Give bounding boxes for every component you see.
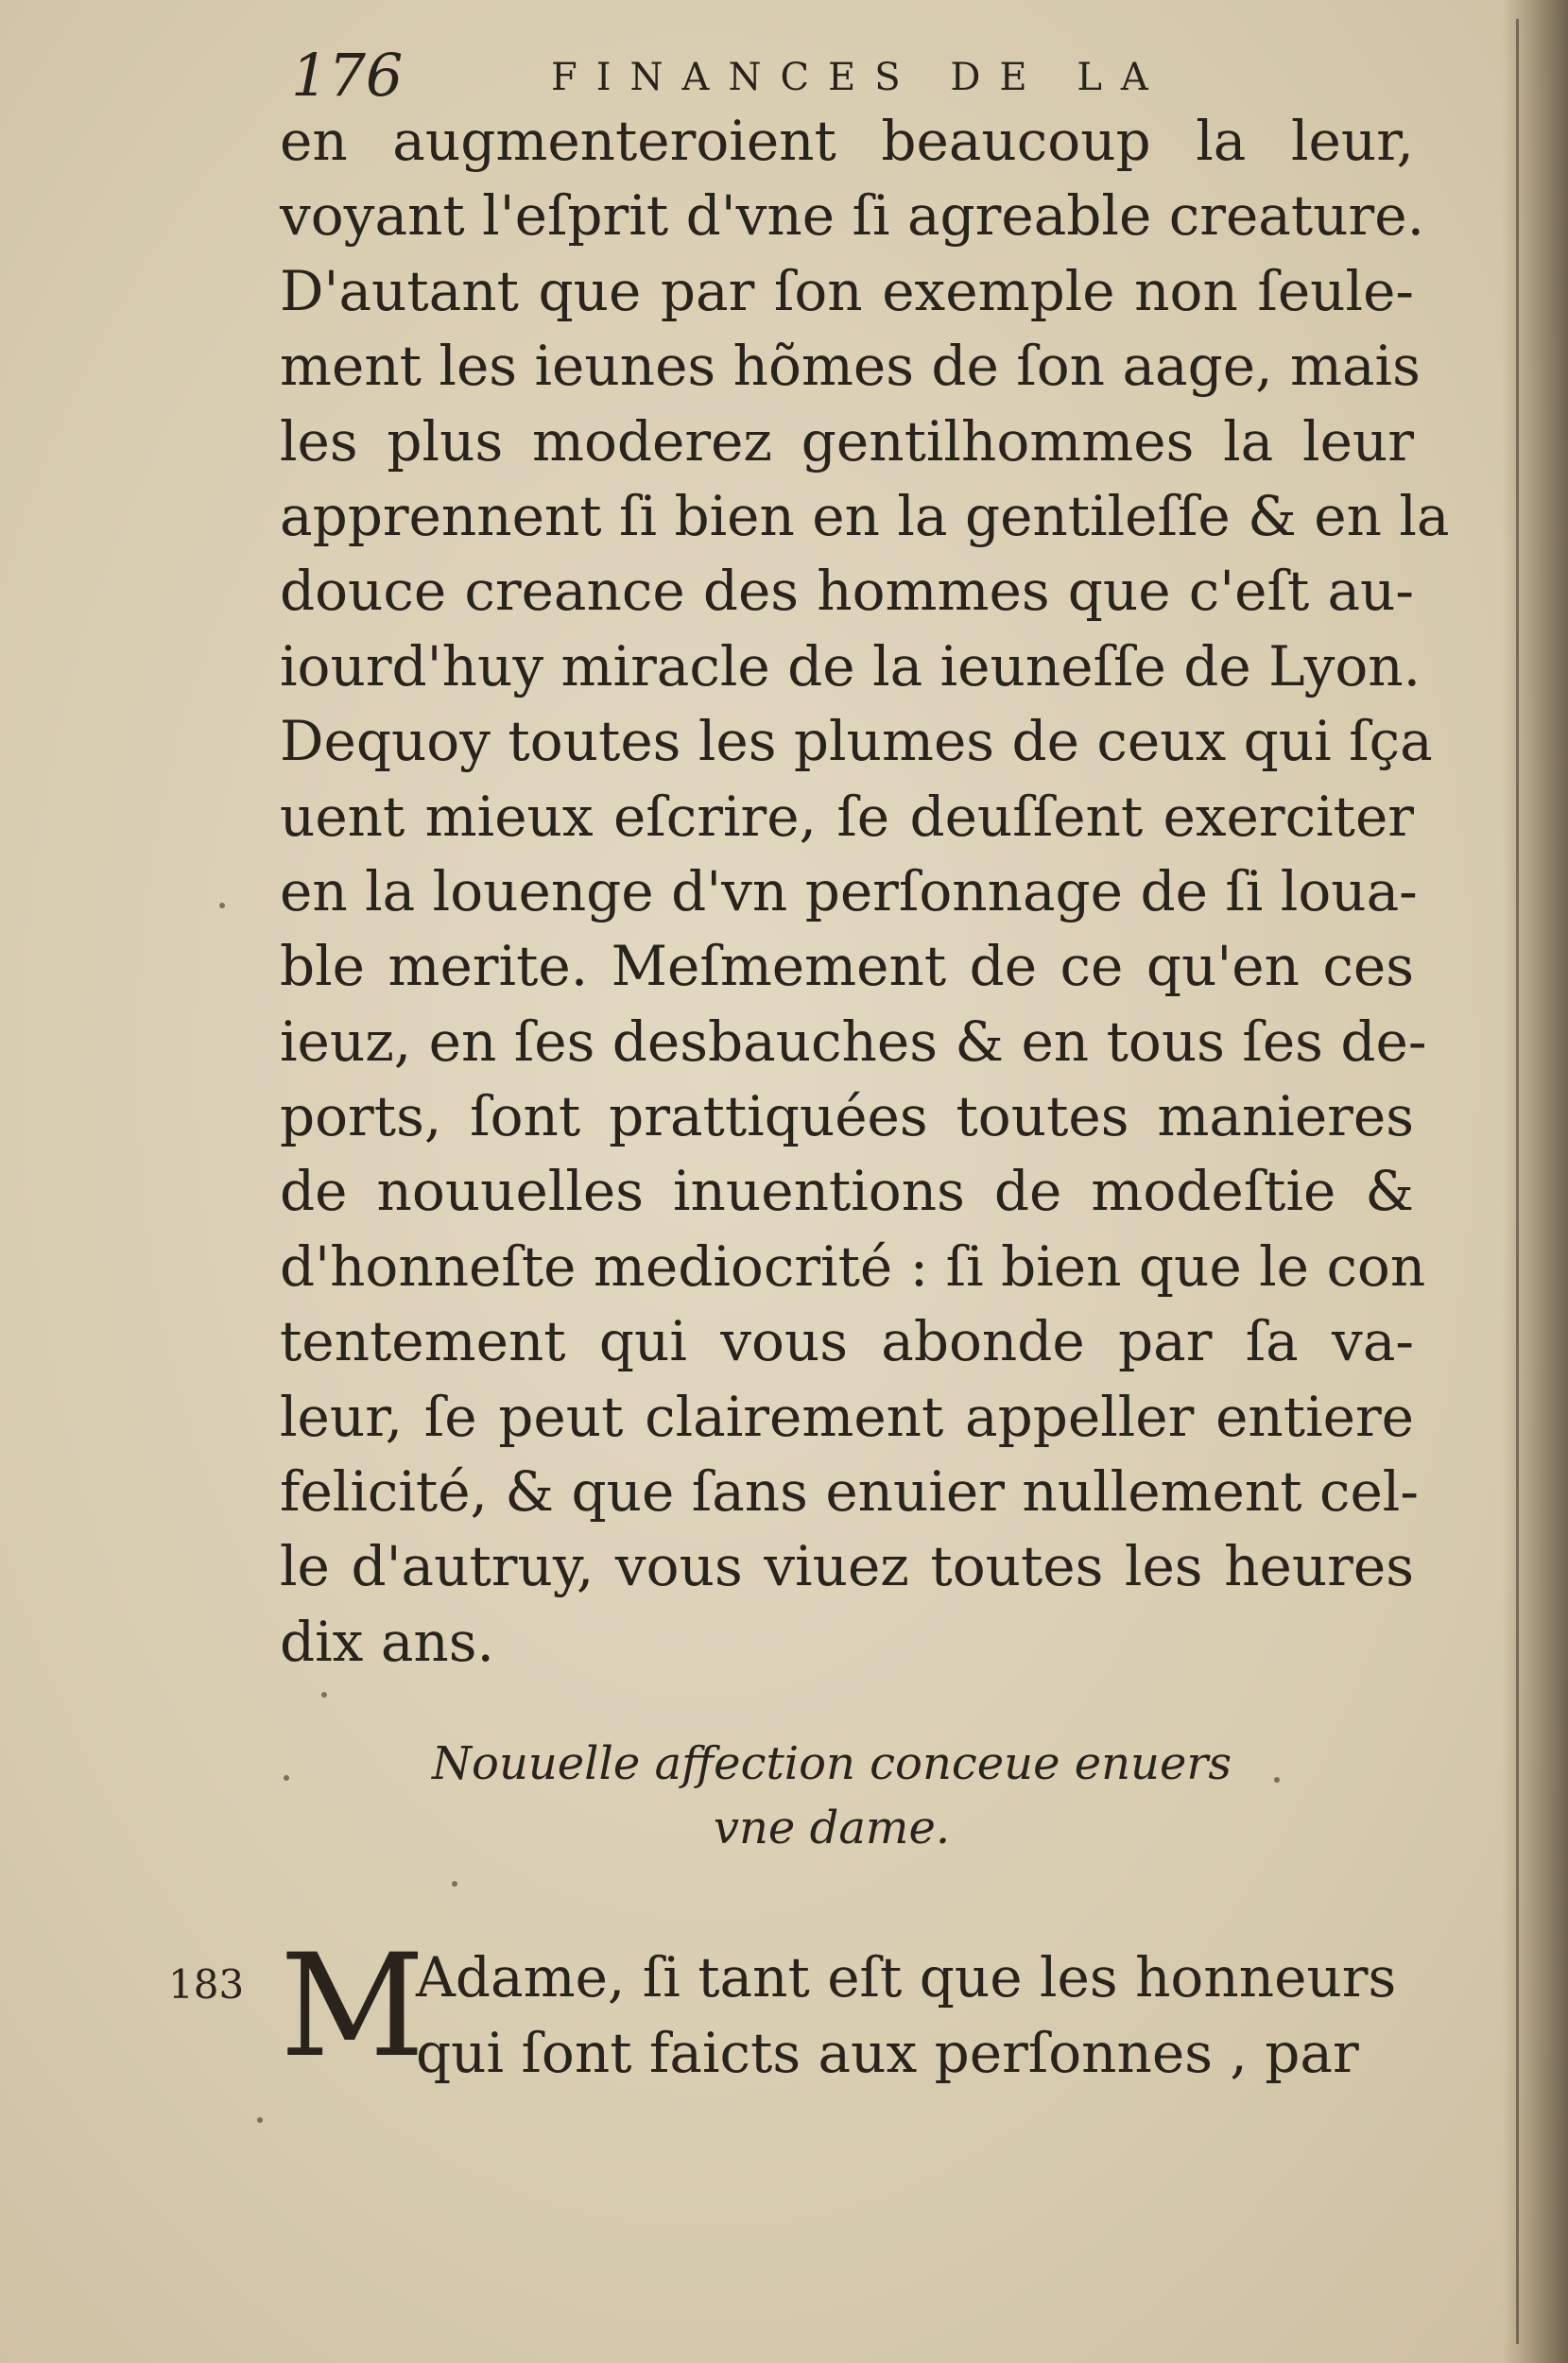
- text-line: en augmenteroient beaucoup la leur,: [280, 109, 1414, 173]
- text-line: iourd'huy miracle de la ieuneſſe de Lyon.: [280, 633, 1422, 699]
- section-heading: [397, 1732, 1266, 1860]
- text-line: ment les ieunes hõmes de ſon aage, mais: [280, 334, 1421, 399]
- page-number: 176: [291, 41, 404, 110]
- text-line: apprennent ſi bien en la gentileſſe & en la: [280, 483, 1450, 548]
- section-heading-line: vne dame.: [713, 1802, 951, 1854]
- text-line: d'honneſte mediocrité : ſi bien que le con: [280, 1233, 1426, 1299]
- text-line: tentement qui vous abonde par ſa va-: [280, 1309, 1414, 1374]
- text-line: les plus moderez gentilhommes la leur: [280, 408, 1414, 474]
- text-line: Adame, ſi tant eſt que les honneurs: [416, 1945, 1397, 2009]
- text-line: douce creance des hommes que c'eſt au-: [280, 559, 1414, 624]
- body-paragraph: [280, 104, 1450, 1680]
- text-line: qui ſont faicts aux perſonnes , par: [416, 2021, 1359, 2085]
- ink-speck: [452, 1881, 457, 1887]
- text-line: le d'autruy, vous viuez toutes les heures: [280, 1534, 1414, 1599]
- text-line-last: dix ans.: [280, 1609, 494, 1674]
- drop-cap: M: [280, 1924, 425, 2089]
- margin-number: 183: [168, 1961, 245, 2008]
- ink-speck: [1274, 1777, 1280, 1783]
- section-heading-line: Nouuelle affection conceue enuers: [432, 1737, 1232, 1790]
- text-line: ports, ſont prattiquées toutes manieres: [280, 1084, 1414, 1149]
- letter-opening: [416, 1940, 1397, 2091]
- ink-speck: [219, 903, 225, 908]
- running-header: [291, 38, 1425, 113]
- text-line: felicité, & que ſans enuier nullement cel-: [280, 1459, 1419, 1525]
- ink-speck: [321, 1692, 327, 1698]
- text-line: uent mieux eſcrire, ſe deuſſent exerciter: [280, 784, 1414, 849]
- binding-gutter-shadow: [1502, 0, 1568, 2363]
- text-line: D'autant que par ſon exemple non ſeule-: [280, 258, 1414, 323]
- text-line: de nouuelles inuentions de modeſtie &: [280, 1159, 1414, 1224]
- ink-speck: [257, 2117, 263, 2123]
- running-title: FINANCES DE LA: [551, 56, 1167, 99]
- page-edge-line: [1516, 19, 1519, 2344]
- text-line: Dequoy toutes les plumes de ceux qui ſça: [280, 709, 1433, 774]
- text-line: voyant l'eſprit d'vne ſi agreable creature.: [280, 183, 1425, 249]
- text-line: leur, ſe peut clairement appeller entiere: [280, 1384, 1414, 1449]
- ink-speck: [284, 1775, 289, 1781]
- text-line: ieuz, en ſes desbauches & en tous ſes de-: [280, 1009, 1427, 1074]
- text-line: en la louenge d'vn perſonnage de ſi loua-: [280, 858, 1418, 923]
- text-line: ble merite. Meſmement de ce qu'en ces: [280, 934, 1414, 999]
